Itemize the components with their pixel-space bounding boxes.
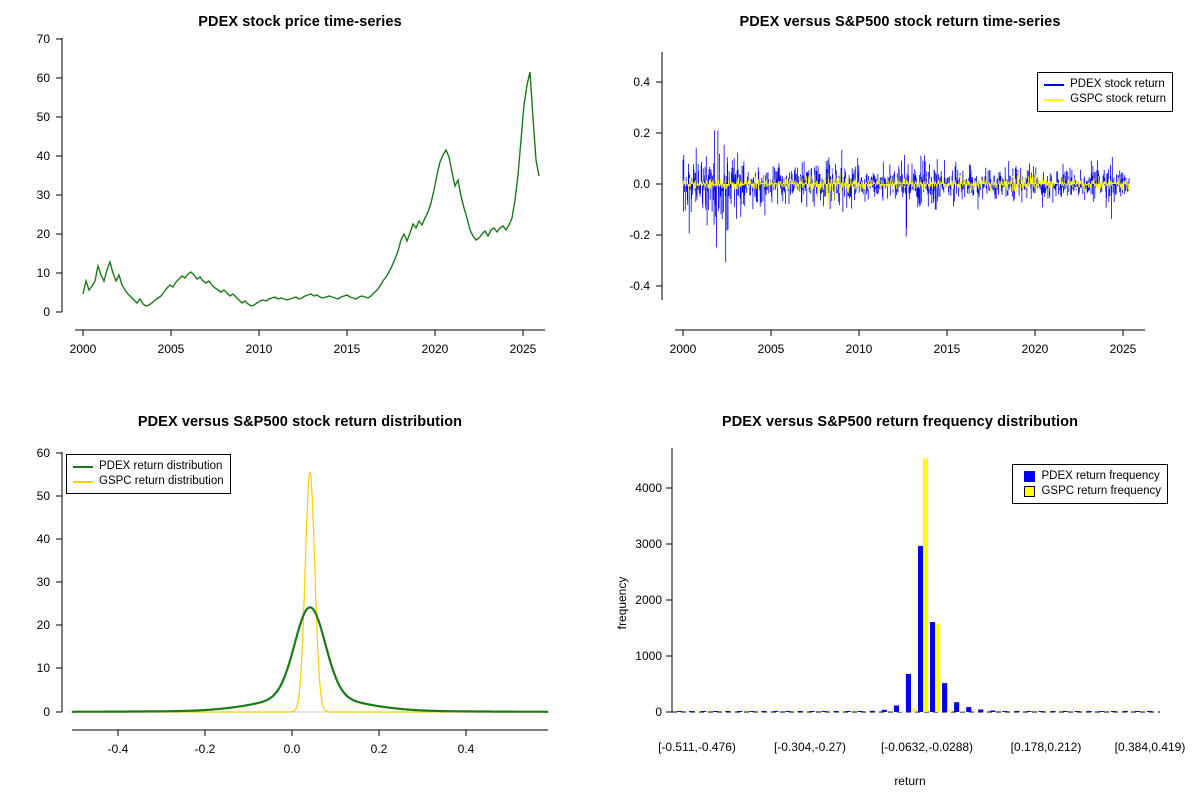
xtick-pdex-price-2000: 2000: [69, 342, 97, 356]
xtick-freq-bin-1: [-0.304,-0.27): [773, 740, 847, 754]
legend-item-gspc-frequency: [1019, 484, 1161, 499]
xtick-density-02: 0.2: [370, 742, 388, 756]
legend-label-gspc-density: GSPC return distribution: [99, 475, 224, 487]
plot-pdex-price: [0, 0, 600, 400]
xtick-freq-bin-0: [-0.511,-0.476): [658, 740, 736, 754]
ytick-return-00: 0.0: [633, 177, 650, 191]
xtick-density-04: 0.4: [457, 742, 475, 756]
panel-title-return-timeseries: PDEX versus S&P500 stock return time-series: [739, 14, 1061, 30]
ytick-freq-0: 0: [655, 705, 662, 719]
ytick-density-10: 10: [36, 661, 50, 675]
xtick-freq-bin-4: [0.384,0.419): [1114, 740, 1186, 754]
ytick-density-20: 20: [36, 618, 50, 632]
xtick-pdex-price-2025: 2025: [509, 342, 537, 356]
xtick-freq-bin-2: [-0.0632,-0.0288): [880, 740, 974, 754]
xtick-pdex-price-2010: 2010: [245, 342, 273, 356]
ytick-freq-4000: 4000: [635, 481, 662, 495]
xtick-density-n02: -0.2: [194, 742, 216, 756]
ytick-pdex-price-60: 60: [36, 71, 50, 85]
ytick-freq-3000: 3000: [635, 537, 662, 551]
xtick-return-2005: 2005: [757, 342, 785, 356]
xtick-return-2020: 2020: [1021, 342, 1049, 356]
ytick-density-0: 0: [43, 705, 50, 719]
panel-return-frequency: [600, 400, 1200, 800]
legend-line-icon-gspc: [1044, 99, 1064, 101]
xtick-return-2000: 2000: [669, 342, 697, 356]
legend-box-icon-gspc-freq: [1024, 486, 1035, 497]
xtick-density-n04: -0.4: [107, 742, 129, 756]
ytick-freq-2000: 2000: [635, 593, 662, 607]
xtick-density-00: 0.0: [283, 742, 301, 756]
ytick-density-40: 40: [36, 532, 50, 546]
legend-line-icon-pdex-density: [73, 466, 93, 468]
xtick-return-2010: 2010: [845, 342, 873, 356]
ytick-pdex-price-0: 0: [43, 305, 50, 319]
xtick-return-2015: 2015: [933, 342, 961, 356]
ytick-return-n02: -0.2: [629, 228, 650, 242]
xtick-pdex-price-2020: 2020: [421, 342, 449, 356]
ytick-freq-1000: 1000: [635, 649, 662, 663]
legend-label-gspc-frequency: GSPC return frequency: [1041, 485, 1161, 497]
legend-line-icon-pdex: [1044, 84, 1064, 86]
legend-return-frequency: [1012, 464, 1168, 504]
xlabel-return: return: [894, 774, 926, 788]
ytick-pdex-price-30: 30: [36, 188, 50, 202]
ytick-density-50: 50: [36, 489, 50, 503]
legend-label-pdex-return: PDEX stock return: [1070, 78, 1165, 90]
ytick-pdex-price-20: 20: [36, 227, 50, 241]
xtick-return-2025: 2025: [1109, 342, 1137, 356]
legend-box-icon-pdex-freq: [1024, 471, 1035, 482]
legend-item-gspc-density: [73, 474, 224, 489]
ytick-return-02: 0.2: [633, 126, 650, 140]
ytick-pdex-price-50: 50: [36, 110, 50, 124]
panel-return-timeseries: [600, 0, 1200, 400]
legend-label-pdex-frequency: PDEX return frequency: [1041, 470, 1160, 482]
plot-return-timeseries: [600, 0, 1200, 400]
legend-item-gspc-return: [1044, 92, 1166, 107]
ytick-density-30: 30: [36, 575, 50, 589]
panel-return-density: [0, 400, 600, 800]
xtick-pdex-price-2005: 2005: [157, 342, 185, 356]
legend-return-density: [66, 454, 231, 494]
legend-return-timeseries: [1037, 72, 1173, 112]
legend-label-pdex-density: PDEX return distribution: [99, 460, 223, 472]
xtick-pdex-price-2015: 2015: [333, 342, 361, 356]
panel-pdex-price: [0, 0, 600, 400]
ytick-return-04: 0.4: [633, 75, 650, 89]
xtick-freq-bin-3: [0.178,0.212): [1010, 740, 1082, 754]
ytick-density-60: 60: [36, 446, 50, 460]
ytick-pdex-price-40: 40: [36, 149, 50, 163]
panel-title-pdex-price: PDEX stock price time-series: [198, 14, 402, 30]
ylabel-frequency: frequency: [615, 576, 629, 630]
ytick-pdex-price-70: 70: [36, 32, 50, 46]
legend-item-pdex-frequency: [1019, 469, 1161, 484]
ytick-return-n04: -0.4: [629, 279, 650, 293]
legend-item-pdex-density: [73, 459, 224, 474]
ytick-pdex-price-10: 10: [36, 266, 50, 280]
legend-item-pdex-return: [1044, 77, 1166, 92]
legend-label-gspc-return: GSPC stock return: [1070, 93, 1166, 105]
legend-line-icon-gspc-density: [73, 481, 93, 483]
panel-title-return-frequency: PDEX versus S&P500 return frequency distribution: [721, 414, 1079, 430]
panel-title-return-density: PDEX versus S&P500 stock return distribution: [137, 414, 463, 430]
